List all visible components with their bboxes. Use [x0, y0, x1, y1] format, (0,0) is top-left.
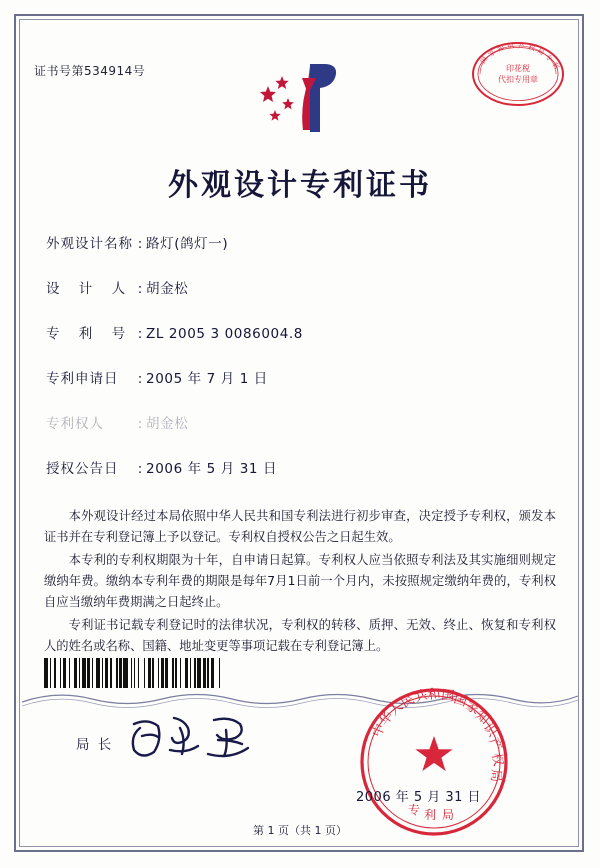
svg-text:权: 权 — [488, 751, 506, 768]
field-separator: : — [137, 236, 143, 252]
field-row — [46, 367, 556, 387]
field-label: 授权公告日 — [46, 461, 119, 477]
svg-text:中: 中 — [369, 721, 389, 740]
svg-text:家: 家 — [463, 698, 482, 718]
legal-text — [44, 506, 556, 659]
field-label: 专 利 号 — [46, 326, 133, 342]
field-label: 外观设计名称 — [46, 236, 133, 252]
svg-text:共: 共 — [412, 687, 430, 706]
svg-text:家: 家 — [486, 48, 498, 59]
svg-text:知: 知 — [472, 707, 493, 728]
field-value: ZL 2005 3 0086004.8 — [146, 326, 303, 342]
field-value: 胡金松 — [146, 416, 189, 432]
field-row — [46, 412, 556, 432]
svg-text:识: 识 — [506, 41, 515, 51]
svg-text:知: 知 — [496, 43, 506, 54]
svg-text:识: 识 — [479, 720, 500, 740]
svg-text:国: 国 — [440, 688, 456, 705]
field-value: 路灯(鸽灯一) — [146, 236, 229, 252]
svg-text:专: 专 — [408, 803, 421, 817]
svg-text:利: 利 — [550, 60, 561, 71]
director-label: 局 长 — [76, 737, 114, 753]
field-row — [46, 277, 556, 297]
issue-date: 2006 年 5 月 31 日 — [356, 790, 482, 805]
field-value: 2006 年 5 月 31 日 — [146, 461, 278, 477]
field-separator: : — [137, 281, 143, 297]
page-title: 外观设计专利证书 — [168, 168, 432, 203]
svg-text:国: 国 — [478, 55, 490, 66]
director-signature — [122, 706, 262, 766]
official-seal — [358, 686, 510, 838]
certificate-number: 证书号第534914号 — [34, 64, 146, 78]
barcode — [44, 658, 276, 688]
svg-text:专: 专 — [543, 52, 554, 63]
field-row — [46, 232, 556, 252]
svg-text:印花税: 印花税 — [506, 64, 530, 73]
svg-text:局: 局 — [442, 808, 455, 822]
field-label: 专利申请日 — [46, 371, 119, 387]
svg-text:民: 民 — [398, 691, 418, 712]
field-row — [46, 322, 556, 342]
svg-text:人: 人 — [386, 699, 407, 719]
certificate-fields — [46, 232, 556, 502]
field-separator: : — [137, 326, 143, 342]
svg-text:代扣专用章: 代扣专用章 — [498, 75, 538, 84]
field-label: 专利权人 — [46, 416, 104, 432]
svg-text:产: 产 — [518, 42, 525, 50]
field-value: 2005 年 7 月 1 日 — [146, 371, 268, 387]
svg-text:华: 华 — [376, 709, 397, 729]
field-value: 胡金松 — [146, 281, 189, 297]
svg-text:国: 国 — [451, 691, 469, 710]
svg-text:产: 产 — [485, 735, 505, 754]
svg-text:和: 和 — [426, 686, 442, 703]
field-separator: : — [137, 371, 143, 387]
tax-stamp-seal — [470, 40, 566, 108]
page-footer: 第 1 页（共 1 页） — [253, 824, 347, 837]
paragraph: 本专利的专利权期限为十年，自申请日起算。专利权人应当依照专利法及其实施细则规定缴纳年费。缴纳本专利年费的期限是每年7月1日前一个月内，未按照规定缴纳年费的，专利权自应当缴纳年费期满之日起终止。 — [44, 553, 556, 609]
field-row — [46, 457, 556, 477]
field-separator: : — [137, 416, 143, 432]
paragraph: 专利证书记载专利登记时的法律状况，专利权的转移、质押、无效、终止、恢复和专利权人的姓名或名称、国籍、地址变更等事项记载在专利登记簿上。 — [44, 618, 556, 653]
field-separator: : — [137, 461, 143, 477]
field-label: 设 计 人 — [46, 281, 133, 297]
svg-text:局: 局 — [536, 46, 546, 57]
patent-office-logo-icon — [258, 58, 344, 138]
svg-text:权: 权 — [527, 43, 536, 53]
svg-text:局: 局 — [487, 768, 503, 783]
paragraph: 本外观设计经过本局依照中华人民共和国专利法进行初步审查，决定授予专利权，颁发本证书并在专利登记簿上予以登记。专利权自授权公告之日起生效。 — [44, 509, 556, 544]
svg-text:利: 利 — [424, 808, 437, 822]
